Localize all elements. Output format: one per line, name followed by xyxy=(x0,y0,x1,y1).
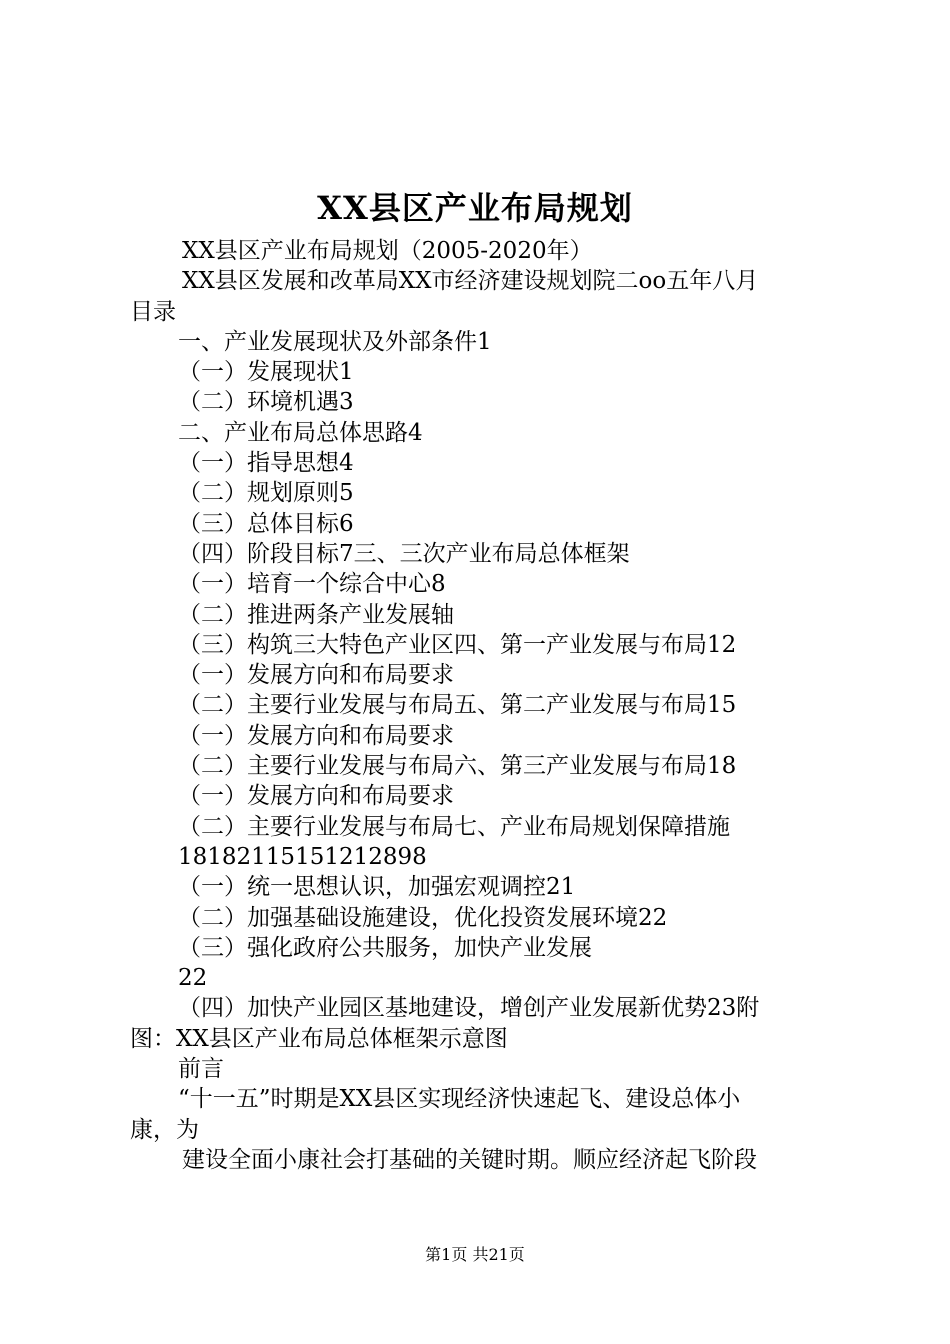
toc-item: （二）加强基础设施建设，优化投资发展环境22 xyxy=(178,904,668,931)
toc-item: （四）加快产业园区基地建设，增创产业发展新优势23附 xyxy=(178,995,760,1022)
toc-item: （一）发展现状1 xyxy=(178,359,354,386)
toc-item: （二）主要行业发展与布局七、产业布局规划保障措施 xyxy=(178,813,730,840)
toc-item: （一）培育一个综合中心8 xyxy=(178,571,446,598)
toc-item: （二）主要行业发展与布局五、第二产业发展与布局15 xyxy=(178,692,737,719)
toc-item: （一）发展方向和布局要求 xyxy=(178,783,454,810)
toc-page-number: 22 xyxy=(178,965,208,992)
preface-heading: 前言 xyxy=(178,1056,224,1083)
toc-item: （二）推进两条产业发展轴 xyxy=(178,601,454,628)
preface-paragraph-continued: 康，为 xyxy=(130,1116,199,1143)
toc-item: （二）规划原则5 xyxy=(178,480,354,507)
toc-item: （一）指导思想4 xyxy=(178,450,354,477)
preface-paragraph: 建设全面小康社会打基础的关键时期。顺应经济起飞阶段 xyxy=(182,1146,757,1173)
toc-item: （三）强化政府公共服务，加快产业发展 xyxy=(178,934,592,961)
toc-item-continued: 图：XX县区产业布局总体框架示意图 xyxy=(130,1025,508,1052)
toc-item: （一）统一思想认识，加强宏观调控21 xyxy=(178,874,576,901)
document-body xyxy=(130,236,830,1175)
toc-item: （二）环境机遇3 xyxy=(178,389,354,416)
toc-item: （一）发展方向和布局要求 xyxy=(178,662,454,689)
toc-item: 一、产业发展现状及外部条件1 xyxy=(178,328,492,355)
author-line: XX县区发展和改革局XX市经济建设规划院二oo五年八月 xyxy=(182,268,759,295)
document-title: XX县区产业布局规划 xyxy=(317,189,633,227)
toc-item: （三）总体目标6 xyxy=(178,510,354,537)
toc-item: （二）主要行业发展与布局六、第三产业发展与布局18 xyxy=(178,753,737,780)
toc-item: （一）发展方向和布局要求 xyxy=(178,722,454,749)
preface-paragraph: “十一五”时期是XX县区实现经济快速起飞、建设总体小 xyxy=(178,1086,741,1113)
toc-item: （四）阶段目标7三、三次产业布局总体框架 xyxy=(178,540,630,567)
subtitle-line: XX县区产业布局规划（2005-2020年） xyxy=(182,238,593,264)
toc-item: 二、产业布局总体思路4 xyxy=(178,419,423,446)
toc-item: （三）构筑三大特色产业区四、第一产业发展与布局12 xyxy=(178,631,737,658)
page-footer: 第1页 共21页 xyxy=(425,1245,525,1264)
toc-heading: 目录 xyxy=(130,298,176,325)
toc-page-numbers: 18182115151212898 xyxy=(178,843,427,870)
